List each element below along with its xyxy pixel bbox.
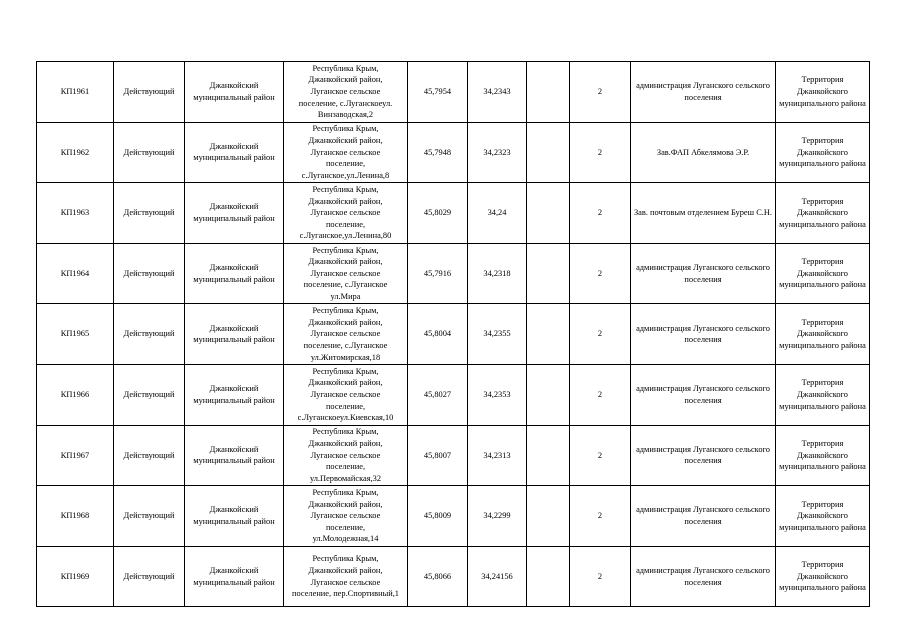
table-row — [37, 364, 870, 425]
territory-cell: Территория Джанкойского муниципального района — [776, 546, 870, 607]
address-cell: Республика Крым, Джанкойский район, Луганское сельское поселение, пер.Спортивный,1 — [284, 546, 408, 607]
municipality-cell: Джанкойский муниципальный район — [185, 546, 284, 607]
table-row — [37, 486, 870, 547]
longitude-cell: 34,2355 — [468, 304, 527, 365]
territory-cell: Территория Джанкойского муниципального района — [776, 486, 870, 547]
empty-cell — [527, 304, 570, 365]
point-id-cell: КП1961 — [37, 62, 114, 123]
table-row — [37, 425, 870, 486]
point-id-cell: КП1962 — [37, 122, 114, 183]
count-cell: 2 — [570, 425, 631, 486]
longitude-cell: 34,24156 — [468, 546, 527, 607]
municipality-cell: Джанкойский муниципальный район — [185, 364, 284, 425]
table-row — [37, 243, 870, 304]
count-cell: 2 — [570, 62, 631, 123]
latitude-cell: 45,7948 — [408, 122, 468, 183]
count-cell: 2 — [570, 243, 631, 304]
longitude-cell: 34,2318 — [468, 243, 527, 304]
count-cell: 2 — [570, 364, 631, 425]
responsible-cell: администрация Луганского сельского поселения — [631, 243, 776, 304]
status-cell: Действующий — [114, 122, 185, 183]
territory-cell: Территория Джанкойского муниципального района — [776, 425, 870, 486]
latitude-cell: 45,8027 — [408, 364, 468, 425]
status-cell: Действующий — [114, 364, 185, 425]
responsible-cell: Зав.ФАП Абкелямова Э.Р. — [631, 122, 776, 183]
empty-cell — [527, 243, 570, 304]
count-cell: 2 — [570, 183, 631, 244]
responsible-cell: администрация Луганского сельского поселения — [631, 425, 776, 486]
point-id-cell: КП1967 — [37, 425, 114, 486]
count-cell: 2 — [570, 546, 631, 607]
empty-cell — [527, 122, 570, 183]
address-cell: Республика Крым, Джанкойский район, Луганское сельское поселение, с.Луганскоеул. Винзаводская,2 — [284, 62, 408, 123]
responsible-cell: Зав. почтовым отделением Буреш С.Н. — [631, 183, 776, 244]
latitude-cell: 45,8029 — [408, 183, 468, 244]
latitude-cell: 45,7954 — [408, 62, 468, 123]
territory-cell: Территория Джанкойского муниципального района — [776, 243, 870, 304]
empty-cell — [527, 62, 570, 123]
latitude-cell: 45,8066 — [408, 546, 468, 607]
address-cell: Республика Крым, Джанкойский район, Луганское сельское поселение, с.Луганское,ул.Ленина,8 — [284, 122, 408, 183]
empty-cell — [527, 364, 570, 425]
point-id-cell: КП1968 — [37, 486, 114, 547]
table-row — [37, 546, 870, 607]
address-cell: Республика Крым, Джанкойский район, Луганское сельское поселение, ул.Молодежная,14 — [284, 486, 408, 547]
address-cell: Республика Крым, Джанкойский район, Луганское сельское поселение, с.Луганское,ул.Ленина,80 — [284, 183, 408, 244]
status-cell: Действующий — [114, 183, 185, 244]
status-cell: Действующий — [114, 546, 185, 607]
table-row — [37, 62, 870, 123]
longitude-cell: 34,2343 — [468, 62, 527, 123]
municipality-cell: Джанкойский муниципальный район — [185, 486, 284, 547]
count-cell: 2 — [570, 304, 631, 365]
responsible-cell: администрация Луганского сельского поселения — [631, 304, 776, 365]
point-id-cell: КП1966 — [37, 364, 114, 425]
longitude-cell: 34,2353 — [468, 364, 527, 425]
responsible-cell: администрация Луганского сельского поселения — [631, 62, 776, 123]
address-cell: Республика Крым, Джанкойский район, Луганское сельское поселение, ул.Первомайская,32 — [284, 425, 408, 486]
latitude-cell: 45,7916 — [408, 243, 468, 304]
status-cell: Действующий — [114, 304, 185, 365]
longitude-cell: 34,24 — [468, 183, 527, 244]
municipality-cell: Джанкойский муниципальный район — [185, 425, 284, 486]
latitude-cell: 45,8004 — [408, 304, 468, 365]
status-cell: Действующий — [114, 486, 185, 547]
address-cell: Республика Крым, Джанкойский район, Луганское сельское поселение, с.Луганскоеул.Киевская,10 — [284, 364, 408, 425]
latitude-cell: 45,8009 — [408, 486, 468, 547]
municipality-cell: Джанкойский муниципальный район — [185, 122, 284, 183]
responsible-cell: администрация Луганского сельского поселения — [631, 486, 776, 547]
table-row — [37, 122, 870, 183]
longitude-cell: 34,2313 — [468, 425, 527, 486]
municipality-cell: Джанкойский муниципальный район — [185, 304, 284, 365]
status-cell: Действующий — [114, 425, 185, 486]
table-row — [37, 304, 870, 365]
territory-cell: Территория Джанкойского муниципального района — [776, 62, 870, 123]
table-row — [37, 183, 870, 244]
registry-body — [37, 62, 870, 607]
status-cell: Действующий — [114, 62, 185, 123]
empty-cell — [527, 425, 570, 486]
count-cell: 2 — [570, 122, 631, 183]
municipality-cell: Джанкойский муниципальный район — [185, 62, 284, 123]
latitude-cell: 45,8007 — [408, 425, 468, 486]
territory-cell: Территория Джанкойского муниципального района — [776, 364, 870, 425]
empty-cell — [527, 486, 570, 547]
territory-cell: Территория Джанкойского муниципального района — [776, 183, 870, 244]
longitude-cell: 34,2299 — [468, 486, 527, 547]
municipality-cell: Джанкойский муниципальный район — [185, 183, 284, 244]
municipality-cell: Джанкойский муниципальный район — [185, 243, 284, 304]
empty-cell — [527, 183, 570, 244]
territory-cell: Территория Джанкойского муниципального района — [776, 122, 870, 183]
point-id-cell: КП1964 — [37, 243, 114, 304]
empty-cell — [527, 546, 570, 607]
responsible-cell: администрация Луганского сельского поселения — [631, 364, 776, 425]
responsible-cell: администрация Луганского сельского поселения — [631, 546, 776, 607]
count-cell: 2 — [570, 486, 631, 547]
address-cell: Республика Крым, Джанкойский район, Луганское сельское поселение, с.Луганское ул.Житомирская,18 — [284, 304, 408, 365]
point-id-cell: КП1969 — [37, 546, 114, 607]
status-cell: Действующий — [114, 243, 185, 304]
point-id-cell: КП1965 — [37, 304, 114, 365]
address-cell: Республика Крым, Джанкойский район, Луганское сельское поселение, с.Луганское ул.Мира — [284, 243, 408, 304]
point-id-cell: КП1963 — [37, 183, 114, 244]
registry-table — [36, 61, 870, 607]
longitude-cell: 34,2323 — [468, 122, 527, 183]
territory-cell: Территория Джанкойского муниципального района — [776, 304, 870, 365]
